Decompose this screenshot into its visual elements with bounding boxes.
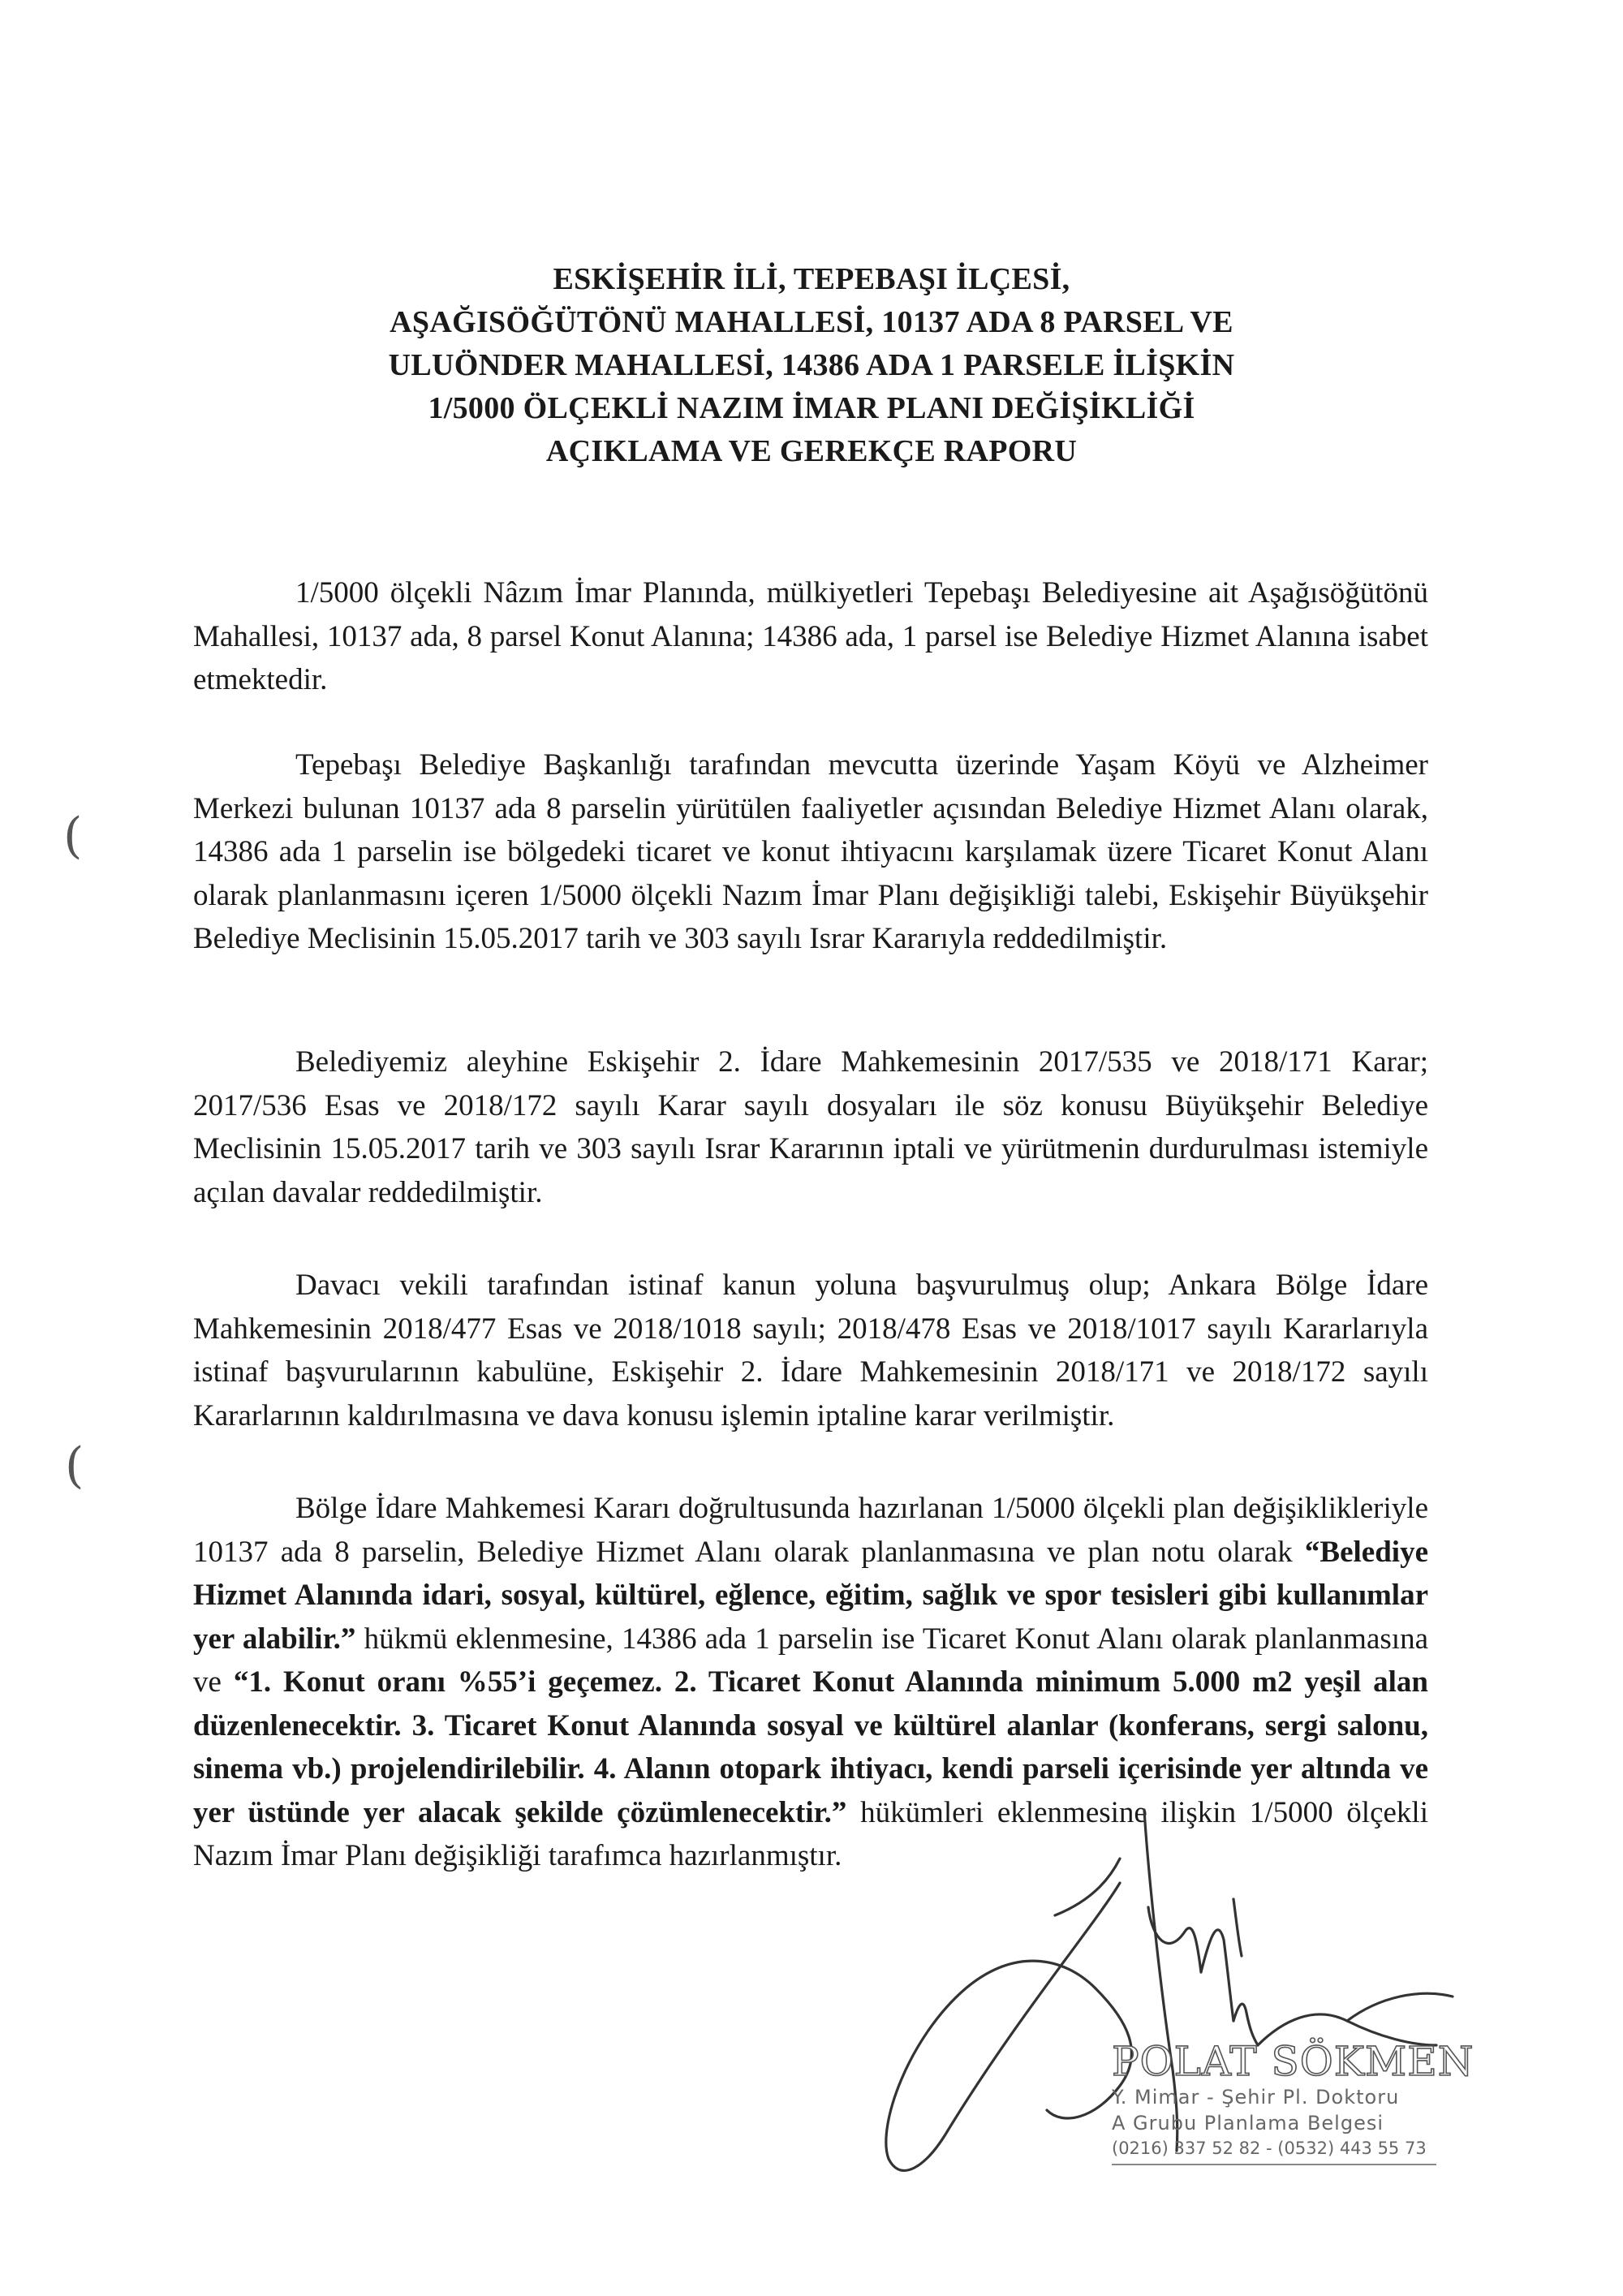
paragraph-3 — [193, 1040, 1428, 1214]
paragraph-2 — [193, 743, 1428, 961]
title-line-3: ULUÖNDER MAHALLESİ, 14386 ADA 1 PARSELE İLİŞKİN — [388, 348, 1235, 382]
plan-note-municipal-service: “Belediye Hizmet Alanında idari, sosyal, kültürel, eğlence, eğitim, sağlık ve spor tesisleri gibi kullanımlar yer alabilir.” — [193, 1535, 1428, 1656]
title-line-1: ESKİŞEHİR İLİ, TEPEBAŞI İLÇESİ, — [553, 262, 1070, 296]
document-title — [0, 258, 1623, 473]
paragraph-3-text: Belediyemiz aleyhine Eskişehir 2. İdare Mahkemesinin 2017/535 ve 2018/171 Karar; 2017/536 Esas ve 2018/172 sayılı Karar sayılı dosyaları ile söz konusu Büyükşehir Belediye Meclisinin 15.05.2017 tarih ve 303 sayılı Israr Kararının iptali ve yürütmenin durdurulması istemiyle açılan davalar reddedilmiştir. — [193, 1045, 1428, 1209]
title-line-4: 1/5000 ÖLÇEKLİ NAZIM İMAR PLANI DEĞİŞİKLİĞİ — [428, 391, 1195, 425]
stamp-name: POLAT SÖKMEN — [1112, 2038, 1474, 2085]
title-line-5: AÇIKLAMA VE GEREKÇE RAPORU — [545, 434, 1078, 468]
paragraph-4 — [193, 1264, 1428, 1437]
paragraph-5-part-3: hükümleri eklenmesine ilişkin 1/5000 ölçekli Nazım İmar Planı değişikliği tarafımca hazırlanmıştır. — [193, 1795, 1428, 1872]
title-line-2: AŞAĞISÖĞÜTÖNÜ MAHALLESİ, 10137 ADA 8 PARSEL VE — [390, 305, 1233, 339]
stamp-license: A Grubu Planlama Belgesi — [1112, 2112, 1384, 2134]
stamp-title: Y. Mimar - Şehir Pl. Doktoru — [1112, 2086, 1400, 2109]
paragraph-5-part-2: hükmü eklenmesine, 14386 ada 1 parselin ise Ticaret Konut Alanı olarak planlanmasına ve — [193, 1622, 1428, 1699]
paragraph-2-text: Tepebaşı Belediye Başkanlığı tarafından mevcutta üzerinde Yaşam Köyü ve Alzheimer Merkezi bulunan 10137 ada 8 parselin yürütülen faaliyetler açısından Belediye Hizmet Alanı olarak, 14386 ada 1 parselin ise bölgedeki ticaret ve konut ihtiyacını karşılamak üzere Ticaret Konut Alanı olarak planlanmasını içeren 1/5000 ölçekli Nazım İmar Planı değişikliği talebi, Eskişehir Büyükşehir Belediye Meclisinin 15.05.2017 tarih ve 303 sayılı Israr Kararıyla reddedilmiştir. — [193, 748, 1428, 955]
paragraph-1 — [193, 571, 1428, 702]
paragraph-5-part-1: Bölge İdare Mahkemesi Kararı doğrultusunda hazırlanan 1/5000 ölçekli plan değişiklikleriyle 10137 ada 8 parselin, Belediye Hizmet Alanı olarak planlanmasına ve plan notu olarak — [193, 1492, 1428, 1569]
stamp-phone: (0216) 337 52 82 - (0532) 443 55 73 — [1112, 2136, 1436, 2165]
punch-hole-mark: ( — [63, 808, 83, 864]
architect-stamp — [1112, 2038, 1474, 2165]
punch-hole-mark: ( — [65, 1437, 84, 1494]
plan-note-commercial-residential: “1. Konut oranı %55’i geçemez. 2. Ticaret Konut Alanında minimum 5.000 m2 yeşil alan düzenlenecektir. 3. Ticaret Konut Alanında sosyal ve kültürel alanlar (konferans, sergi salonu, sinema vb.) projelendirilebilir. 4. Alanın otopark ihtiyacı, kendi parseli içerisinde yer altında ve yer üstünde yer alacak şekilde çözümlenecektir.” — [193, 1665, 1428, 1829]
paragraph-1-text: 1/5000 ölçekli Nâzım İmar Planında, mülkiyetleri Tepebaşı Belediyesine ait Aşağısöğütönü Mahallesi, 10137 ada, 8 parsel Konut Alanına; 14386 ada, 1 parsel ise Belediye Hizmet Alanına isabet etmektedir. — [193, 576, 1428, 696]
paragraph-4-text: Davacı vekili tarafından istinaf kanun yoluna başvurulmuş olup; Ankara Bölge İdare Mahkemesinin 2018/477 Esas ve 2018/1018 sayılı; 2018/478 Esas ve 2018/1017 sayılı Kararlarıyla istinaf başvurularının kabulüne, Eskişehir 2. İdare Mahkemesinin 2018/171 ve 2018/172 sayılı Kararlarının kaldırılmasına ve dava konusu işlemin iptaline karar verilmiştir. — [193, 1269, 1428, 1432]
